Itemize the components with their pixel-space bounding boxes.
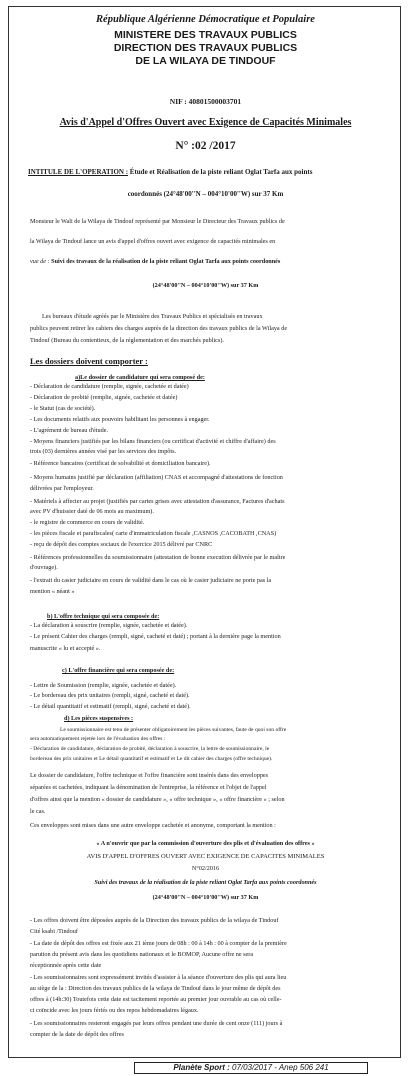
candidature-item: - les pièces fiscale et parafiscales( carte d'immatriculation fiscale ,CASNOS ,CACOBATH ,CNAS) xyxy=(30,530,277,537)
nif-line: NIF : 40801500003701 xyxy=(169,97,242,106)
financiere-heading: c) L'offre financière qui sera composée de: xyxy=(62,667,175,674)
technique-item: - La déclaration à souscrire (remplie, signée, cachetée et datée). xyxy=(30,622,188,629)
candidature-item: mention « néant » xyxy=(30,588,75,595)
intro-line-2: la Wilaya de Tindouf lance un avis d'appel d'offres ouvert avec exigence de capacités minimales en xyxy=(30,238,276,245)
candidature-item: - Matériels à affecter au projet (justifiés par cartes grises avec attestation d'assurance, Factures d'achats xyxy=(30,498,285,505)
repeat-title: AVIS D'APPEL D'OFFRES OUVERT AVEC EXIGENCE DE CAPACITES MINIMALES xyxy=(86,853,325,860)
bureaux-line-2: publics peuvent retirer les cahiers des charges auprès de la direction des travaux publics de la Wilaya de xyxy=(30,325,288,332)
final-line: au siège de la : Direction des travaux publics de la wilaya de Tindouf dans le jour même de dépôt des xyxy=(30,985,281,992)
final-line: compter de la date de dépôt des offres xyxy=(30,1031,124,1038)
footer-date-ref: 07/03/2017 - Anep 506 241 xyxy=(229,1063,329,1072)
operation-text-1: Étude et Réalisation de la piste reliant Oglat Tarfa aux points xyxy=(129,168,313,176)
operation-line-2: coordonnés (24°48'00''N – 004°10'00''W) sur 37 Km xyxy=(127,190,284,198)
candidature-item: d'ouvrage). xyxy=(30,564,58,571)
direction-line: DIRECTION DES TRAVAUX PUBLICS xyxy=(113,42,298,54)
suspensives-heading: d) Les pièces suspensives : xyxy=(64,715,134,722)
repeat-subject-1: Suivi des travaux de la réalisation de la piste reliant Oglat Tarfa aux points coordonnés xyxy=(94,879,317,886)
final-line: - La date de dépôt des offres est fixée aux 21 ième jours de 08h : 00 à 14h : 00 à compter de la première xyxy=(30,940,287,947)
notice-title: Avis d'Appel d'Offres Ouvert avec Exigence de Capacités Minimales xyxy=(59,117,352,128)
technique-item: manuscrite « lu et accepté ». xyxy=(30,645,101,652)
repeat-subject-2: (24°48'00''N – 004°10'00''W) sur 37 Km xyxy=(152,894,259,901)
final-line: - Les soumissionnaires resteront engagés par leurs offres pendant une durée de cent onze (111) jours à xyxy=(30,1020,283,1027)
candidature-item: - L'agrément de bureau d'étude. xyxy=(30,427,108,434)
enveloppes-line: séparées et cachetées, indiquant la dénomination de l'entreprise, la référence et l'objet de l'appel xyxy=(30,784,267,791)
enveloppes-line: le cas. xyxy=(30,808,46,815)
intro-line-1: Monsieur le Wali de la Wilaya de Tindouf représenté par Monsieur le Directeur des Travaux publics de xyxy=(30,218,285,225)
candidature-item: - Référence bancaires (certificat de solvabilité et domiciliation bancaire). xyxy=(30,460,211,467)
enveloppes-line: Ces enveloppes sont mises dans une autre enveloppe cachetée et anonyme, comportant la mention : xyxy=(30,822,276,829)
candidature-item: - Déclaration de candidature (remplie, signée, cachetée et datée) xyxy=(30,383,189,390)
final-line: réceptionnée après cette date xyxy=(30,962,102,969)
dossiers-heading: Les dossiers doivent comporter : xyxy=(30,356,148,366)
operation-label: INTITULE DE L'OPERATION : xyxy=(28,168,129,176)
repeat-number: N°02/2016 xyxy=(191,865,220,872)
suspensives-item: Le soumissionnaire est tenu de présenter obligatoirement les pièces suivantes, faute de quoi son offre xyxy=(60,727,287,733)
candidature-item: trois (03) dernières années visé par les services des impôts. xyxy=(30,448,177,455)
intro-line-4: (24°48'00''N – 004°10'00''W) sur 37 Km xyxy=(152,282,259,289)
financiere-item: - Le détail quantitatif et estimatif (rempli, signé, cacheté et daté). xyxy=(30,703,191,710)
candidature-item: - le Statut (cas de société). xyxy=(30,405,96,412)
enveloppes-line: Le dossier de candidature, l'offre technique et l'offre financière sont insérés dans des enveloppes xyxy=(30,772,269,779)
footer-paper: Planète Sport : xyxy=(173,1063,230,1072)
final-line: Cité ksabi /Tindouf xyxy=(30,928,78,935)
bureaux-line-1: Les bureaux d'étude agréés par le Ministère des Travaux Publics et spécialisés en travaux xyxy=(42,313,263,320)
candidature-item: - Moyens financiers justifiés par les bilans financiers (ou certificat d'activité et chiffre d'affaire) des xyxy=(30,438,276,445)
wilaya-line: DE LA WILAYA DE TINDOUF xyxy=(135,55,276,67)
candidature-item: avec PV d'huissier daté de 06 mois au maximum). xyxy=(30,508,154,515)
final-line: - Les soumissionnaires sont expressément invités d'assister à la séance d'ouverture des plis qui aura lieu xyxy=(30,974,287,981)
final-line: offres à (14h:30) Toutefois cette date est tacitement reportée au premier jour ouvrable au cas où celle- xyxy=(30,996,282,1003)
intro-subject: Suivi des travaux de la réalisation de la piste reliant Oglat Tarfa aux points coordonnés xyxy=(51,258,281,265)
candidature-item: - Déclaration de probité (remplie, signée, cachetée et datée) xyxy=(30,394,178,401)
enveloppes-line: d'offres ainsi que la mention « dossier de candidature », « offre technique », « offre financière » ; selon xyxy=(30,796,285,803)
ministry-line: MINISTERE DES TRAVAUX PUBLICS xyxy=(114,29,297,41)
candidature-item: - Références professionnelles du soumissionnaire (attestation de bonne execution délivrée par le maître xyxy=(30,554,286,561)
suspensives-item: bordereau des prix unitaires et Le détail quantitatif et estimatif et Le dit cahier des charges (offre technique). xyxy=(30,756,273,762)
technique-heading: b) L'offre technique qui sera composée de: xyxy=(47,613,160,620)
technique-item: - Le présent Cahier des charges (rempli, signé, cacheté et daté) ; portant à la dernière page la mention xyxy=(30,633,281,640)
intro-vue-de: vue de : xyxy=(30,258,50,265)
financiere-item: - Lettre de Soumission (remplie, signée, cachetée et datée). xyxy=(30,682,177,689)
final-line: parution du présent avis dans les quotidiens nationaux et le BOMOP, Aucune offre ne sera xyxy=(30,951,254,958)
bureaux-line-3: Tindouf (Bureau du contentieux, de la réglementation et des marchés publics). xyxy=(30,337,224,344)
notice-number: N° :02 /2017 xyxy=(175,140,236,152)
candidature-item: - le registre de commerce en cours de validité. xyxy=(30,519,145,526)
opening-mention: « A n'ouvrir que par la commission d'ouverture des plis et d'évaluation des offres » xyxy=(96,840,315,847)
suspensives-item: - Déclaration de candidature, déclaration de probité, déclaration à souscrire, la lettre de soumissionnaire, le xyxy=(30,746,270,752)
candidature-item: - l'extrait du casier judiciaire en cours de validité dans le cas où le casier judiciaire ne porte pas la xyxy=(30,577,272,584)
intro-line-3 xyxy=(30,258,280,266)
candidature-heading: a)Le dossier de candidature qui sera composé de: xyxy=(75,374,205,381)
suspensives-item: sera automatiquement rejetée lors de l'évaluation des offres : xyxy=(30,736,166,742)
candidature-item: - Les documents relatifs aux pouvoirs habilitant les personnes à engager. xyxy=(30,416,210,423)
candidature-item: - Moyens humains justifié par déclaration (affiliation) CNAS et accompagné d'attestations de fonction xyxy=(30,474,283,481)
candidature-item: - reçu de dépôt des comptes sociaux de l'exercice 2015 délivré par CNRC xyxy=(30,541,213,548)
financiere-item: - Le bordereau des prix unitaires (rempli, signé, cacheté et daté). xyxy=(30,692,190,699)
republic-line: République Algérienne Démocratique et Populaire xyxy=(96,14,315,25)
publication-footer xyxy=(134,1062,368,1074)
candidature-item: délivrées par l'employeur. xyxy=(30,485,94,492)
final-line: ci coïncide avec les jours fériés ou des repos hebdomadaires légaux. xyxy=(30,1007,199,1014)
operation-line-1 xyxy=(28,168,312,177)
final-line: - Les offres doivent être déposées auprès de la Direction des travaux publics de la wilaya de Tindouf xyxy=(30,917,279,924)
